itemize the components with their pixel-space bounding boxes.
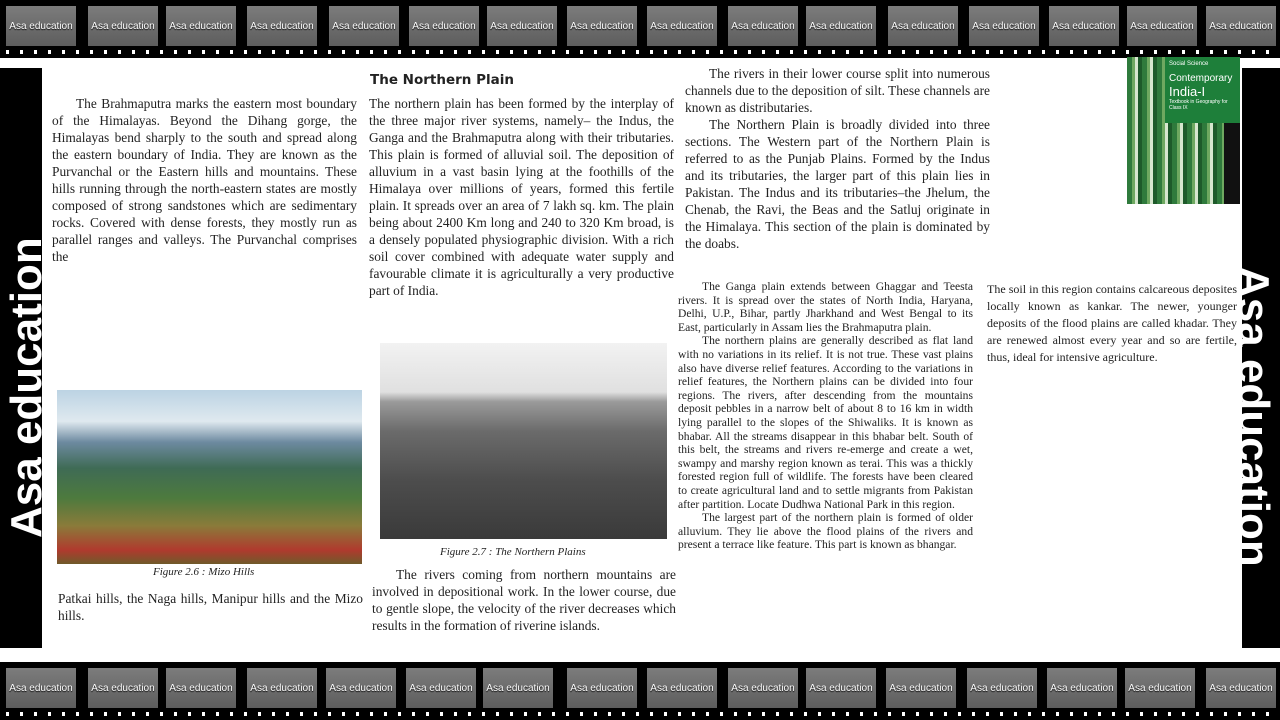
cover-subject: Social Science xyxy=(1169,61,1209,67)
column-4-text xyxy=(987,281,1237,366)
sidebar-watermark-right: Asa education xyxy=(1229,266,1278,567)
watermark-frame: Asa education xyxy=(487,6,557,46)
left-watermark-bar xyxy=(0,68,51,648)
paragraph: Patkai hills, the Naga hills, Manipur hills and the Mizo hills. xyxy=(58,591,363,623)
watermark-frame: Asa education xyxy=(326,668,396,708)
watermark-frame: Asa education xyxy=(967,668,1037,708)
figure-2-7-caption: Figure 2.7 : The Northern Plains xyxy=(440,546,586,558)
paragraph: The Ganga plain extends between Ghaggar and Teesta rivers. It is spread over the states of North India, Haryana, Delhi, U.P., Bihar, partly Jharkhand and West Bengal to its East, particularly in Assam lies the Brahmaputra plain. xyxy=(678,280,973,334)
watermark-frame: Asa education xyxy=(969,6,1039,46)
paragraph: The northern plain has been formed by the interplay of the three major river systems, namely– the Indus, the Ganga and the Brahmaputra along with their tributaries. This plain is formed of alluvial soil. The deposition of alluvium in a vast basin lying at the foothills of the Himalaya over millions of years, formed this fertile plain. It spreads over an area of 7 lakh sq. km. The plain being about 2400 Km long and 240 to 320 Km broad, is a densely populated physiographic division. With a rich soil cover combined with adequate water supply and favourable climate it is agriculturally a very productive part of India. xyxy=(369,96,674,298)
mizo-hills-photo xyxy=(57,390,362,564)
watermark-frame: Asa education xyxy=(1206,6,1276,46)
column-2-end-text xyxy=(372,566,676,634)
paragraph: The northern plains are generally described as flat land with no variations in its relief. It is not true. These vast plains also have diverse relief features. According to the variations in relief features, the Northern plains can be divided into four regions. The rivers, after descending from the mountains deposit pebbles in a narrow belt of about 8 to 16 km in width lying parallel to the slopes of the Shiwaliks. It is known as bhabar. All the streams disappear in this bhabar belt. South of this belt, the streams and rivers re-emerge and create a wet, swampy and marshy region known as terai. This was a thickly forested region full of wildlife. The forests have been cleared to create agricultural land and to settle migrants from Pakistan after partition. Locate Dudhwa National Park in this region. xyxy=(678,334,973,511)
column-2-text xyxy=(369,95,674,299)
watermark-frame: Asa education xyxy=(728,668,798,708)
column-3-text xyxy=(685,65,990,252)
watermark-frame: Asa education xyxy=(888,6,958,46)
watermark-frame: Asa education xyxy=(1049,6,1119,46)
watermark-frame: Asa education xyxy=(806,6,876,46)
watermark-frame: Asa education xyxy=(329,6,399,46)
paragraph: The Brahmaputra marks the eastern most boundary of the Himalayas. Beyond the Dihang gorge, the Himalayas bend sharply to the south and spread along the eastern boundary of India. They are known as the Purvanchal or the Eastern hills and mountains. These hills running through the north-eastern states are mostly composed of strong sandstones which are sedimentary rocks. Covered with dense forests, they mostly run as parallel ranges and valleys. The Purvanchal comprises the xyxy=(52,96,357,264)
watermark-frame: Asa education xyxy=(483,668,553,708)
watermark-frame: Asa education xyxy=(166,668,236,708)
watermark-frame: Asa education xyxy=(6,668,76,708)
watermark-frame: Asa education xyxy=(406,668,476,708)
watermark-frame: Asa education xyxy=(166,6,236,46)
textbook-cover-label xyxy=(1165,57,1240,123)
watermark-frame: Asa education xyxy=(1125,668,1195,708)
watermark-frame: Asa education xyxy=(1047,668,1117,708)
paragraph: The largest part of the northern plain is formed of older alluvium. They lie above the flood plains of the rivers and present a terrace like feature. This part is known as bhangar. xyxy=(678,511,973,552)
film-perforation xyxy=(0,50,1280,54)
column-3b-text xyxy=(678,280,973,552)
section-heading: The Northern Plain xyxy=(370,72,514,88)
watermark-frame: Asa education xyxy=(88,6,158,46)
column-1-end-text xyxy=(58,590,363,624)
paragraph: The soil in this region contains calcareous deposites locally known as kankar. The newer, younger deposits of the flood plains are called khadar. They are renewed almost every year and so are fertile, thus, ideal for intensive agriculture. xyxy=(987,282,1237,364)
watermark-frame: Asa education xyxy=(1127,6,1197,46)
watermark-frame: Asa education xyxy=(247,668,317,708)
top-film-strip xyxy=(0,0,1280,58)
cover-title: India-I xyxy=(1169,84,1206,99)
watermark-frame: Asa education xyxy=(567,6,637,46)
column-1-text xyxy=(52,95,357,265)
watermark-frame: Asa education xyxy=(6,6,76,46)
watermark-frame: Asa education xyxy=(88,668,158,708)
right-watermark-bar xyxy=(1229,68,1280,648)
cover-series: Contemporary xyxy=(1169,73,1233,84)
northern-plains-photo xyxy=(380,343,667,539)
watermark-frame: Asa education xyxy=(886,668,956,708)
paragraph: The Northern Plain is broadly divided into three sections. The Western part of the Northern Plain is referred to as the Punjab Plains. Formed by the Indus and its tributaries, the larger part of this plain lies in Pakistan. The Indus and its tributaries–the Jhelum, the Chenab, the Ravi, the Beas and the Satluj originate in the Himalaya. This section of the plain is dominated by the doabs. xyxy=(685,117,990,251)
paragraph: The rivers in their lower course split into numerous channels due to the deposition of silt. These channels are known as distributaries. xyxy=(685,66,990,115)
textbook-cover-image xyxy=(1127,57,1240,204)
watermark-frame: Asa education xyxy=(567,668,637,708)
paragraph: The rivers coming from northern mountains are involved in depositional work. In the lower course, due to gentle slope, the velocity of the river decreases which results in the formation of riverine islands. xyxy=(372,567,676,633)
bottom-film-strip xyxy=(0,662,1280,720)
watermark-frame: Asa education xyxy=(806,668,876,708)
watermark-frame: Asa education xyxy=(647,6,717,46)
figure-2-6-caption: Figure 2.6 : Mizo Hills xyxy=(153,566,255,578)
watermark-frame: Asa education xyxy=(247,6,317,46)
watermark-frame: Asa education xyxy=(409,6,479,46)
film-perforation xyxy=(0,712,1280,716)
watermark-frame: Asa education xyxy=(647,668,717,708)
sidebar-watermark-left: Asa education xyxy=(2,237,51,538)
watermark-frame: Asa education xyxy=(1206,668,1276,708)
watermark-frame: Asa education xyxy=(728,6,798,46)
cover-subtitle: Textbook in Geography for Class IX xyxy=(1169,99,1228,111)
